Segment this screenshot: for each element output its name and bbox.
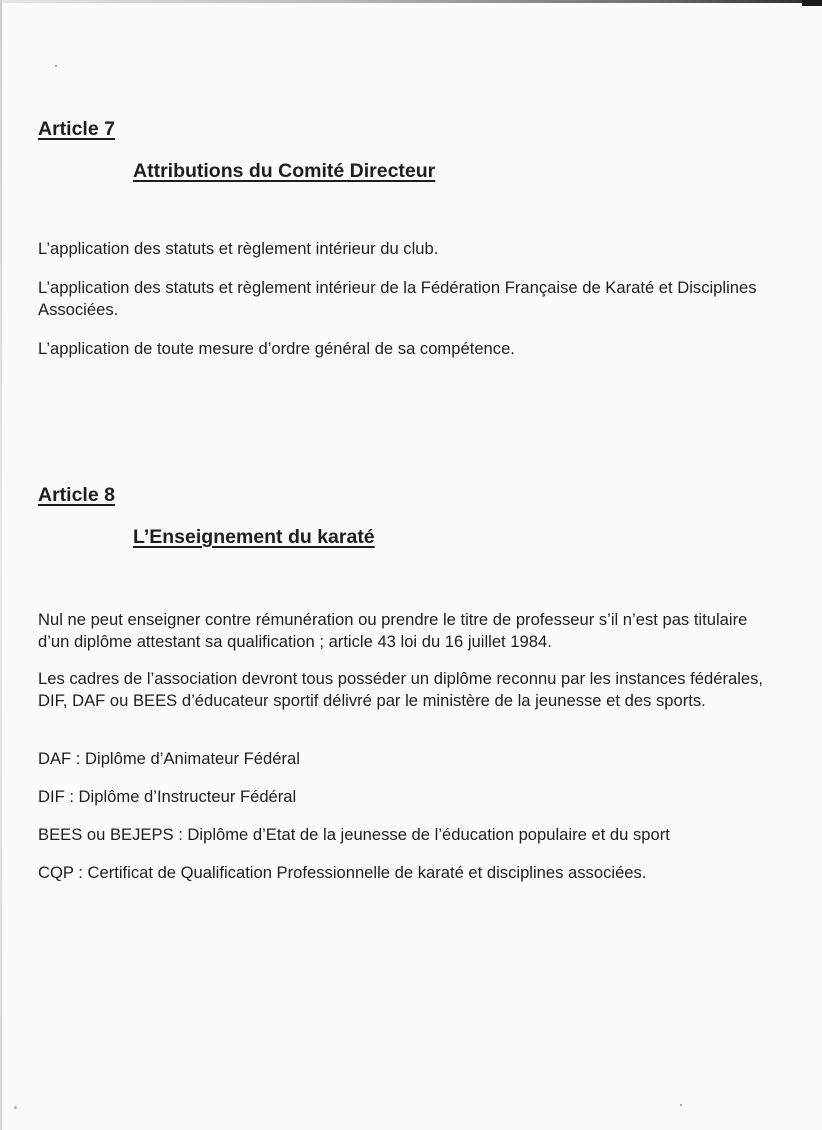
- article-7-paragraph-2: L’application des statuts et règlement intérieur de la Fédération Française de Karaté et Disciplines Associées.: [38, 278, 757, 319]
- article-7-paragraph-1: L’application des statuts et règlement intérieur du club.: [38, 239, 439, 258]
- scan-edge-corner: [802, 0, 822, 6]
- definition-cqp: CQP : Certificat de Qualification Professionnelle de karaté et disciplines associées.: [38, 863, 647, 882]
- definition-bees-bejeps: BEES ou BEJEPS : Diplôme d’Etat de la jeunesse de l’éducation populaire et du sport: [38, 825, 670, 844]
- article-7-paragraph-3: L’application de toute mesure d’ordre général de sa compétence.: [38, 339, 515, 358]
- scan-edge-top: [0, 0, 822, 3]
- article-8-paragraph-1: Nul ne peut enseigner contre rémunération ou prendre le titre de professeur s’il n’est pas titulaire d’un diplôme attestant sa qualification ; article 43 loi du 16 juillet 1984.: [38, 610, 748, 651]
- article-8-label: Article 8: [38, 484, 115, 506]
- scan-speck: [680, 1104, 682, 1106]
- article-8-paragraph-2: Les cadres de l’association devront tous posséder un diplôme reconnu par les instances fédérales, DIF, DAF ou BEES d’éducateur sportif délivré par le ministère de la jeunesse et des sports.: [38, 669, 764, 710]
- article-7-label: Article 7: [38, 118, 115, 140]
- scan-speck: [14, 1106, 17, 1109]
- article-7-title: Attributions du Comité Directeur: [133, 160, 436, 182]
- article-8-title: L’Enseignement du karaté: [133, 526, 375, 548]
- definition-daf: DAF : Diplôme d’Animateur Fédéral: [38, 749, 300, 768]
- scan-speck: [55, 65, 57, 67]
- scan-edge-left: [0, 0, 2, 1130]
- definition-dif: DIF : Diplôme d’Instructeur Fédéral: [38, 787, 297, 806]
